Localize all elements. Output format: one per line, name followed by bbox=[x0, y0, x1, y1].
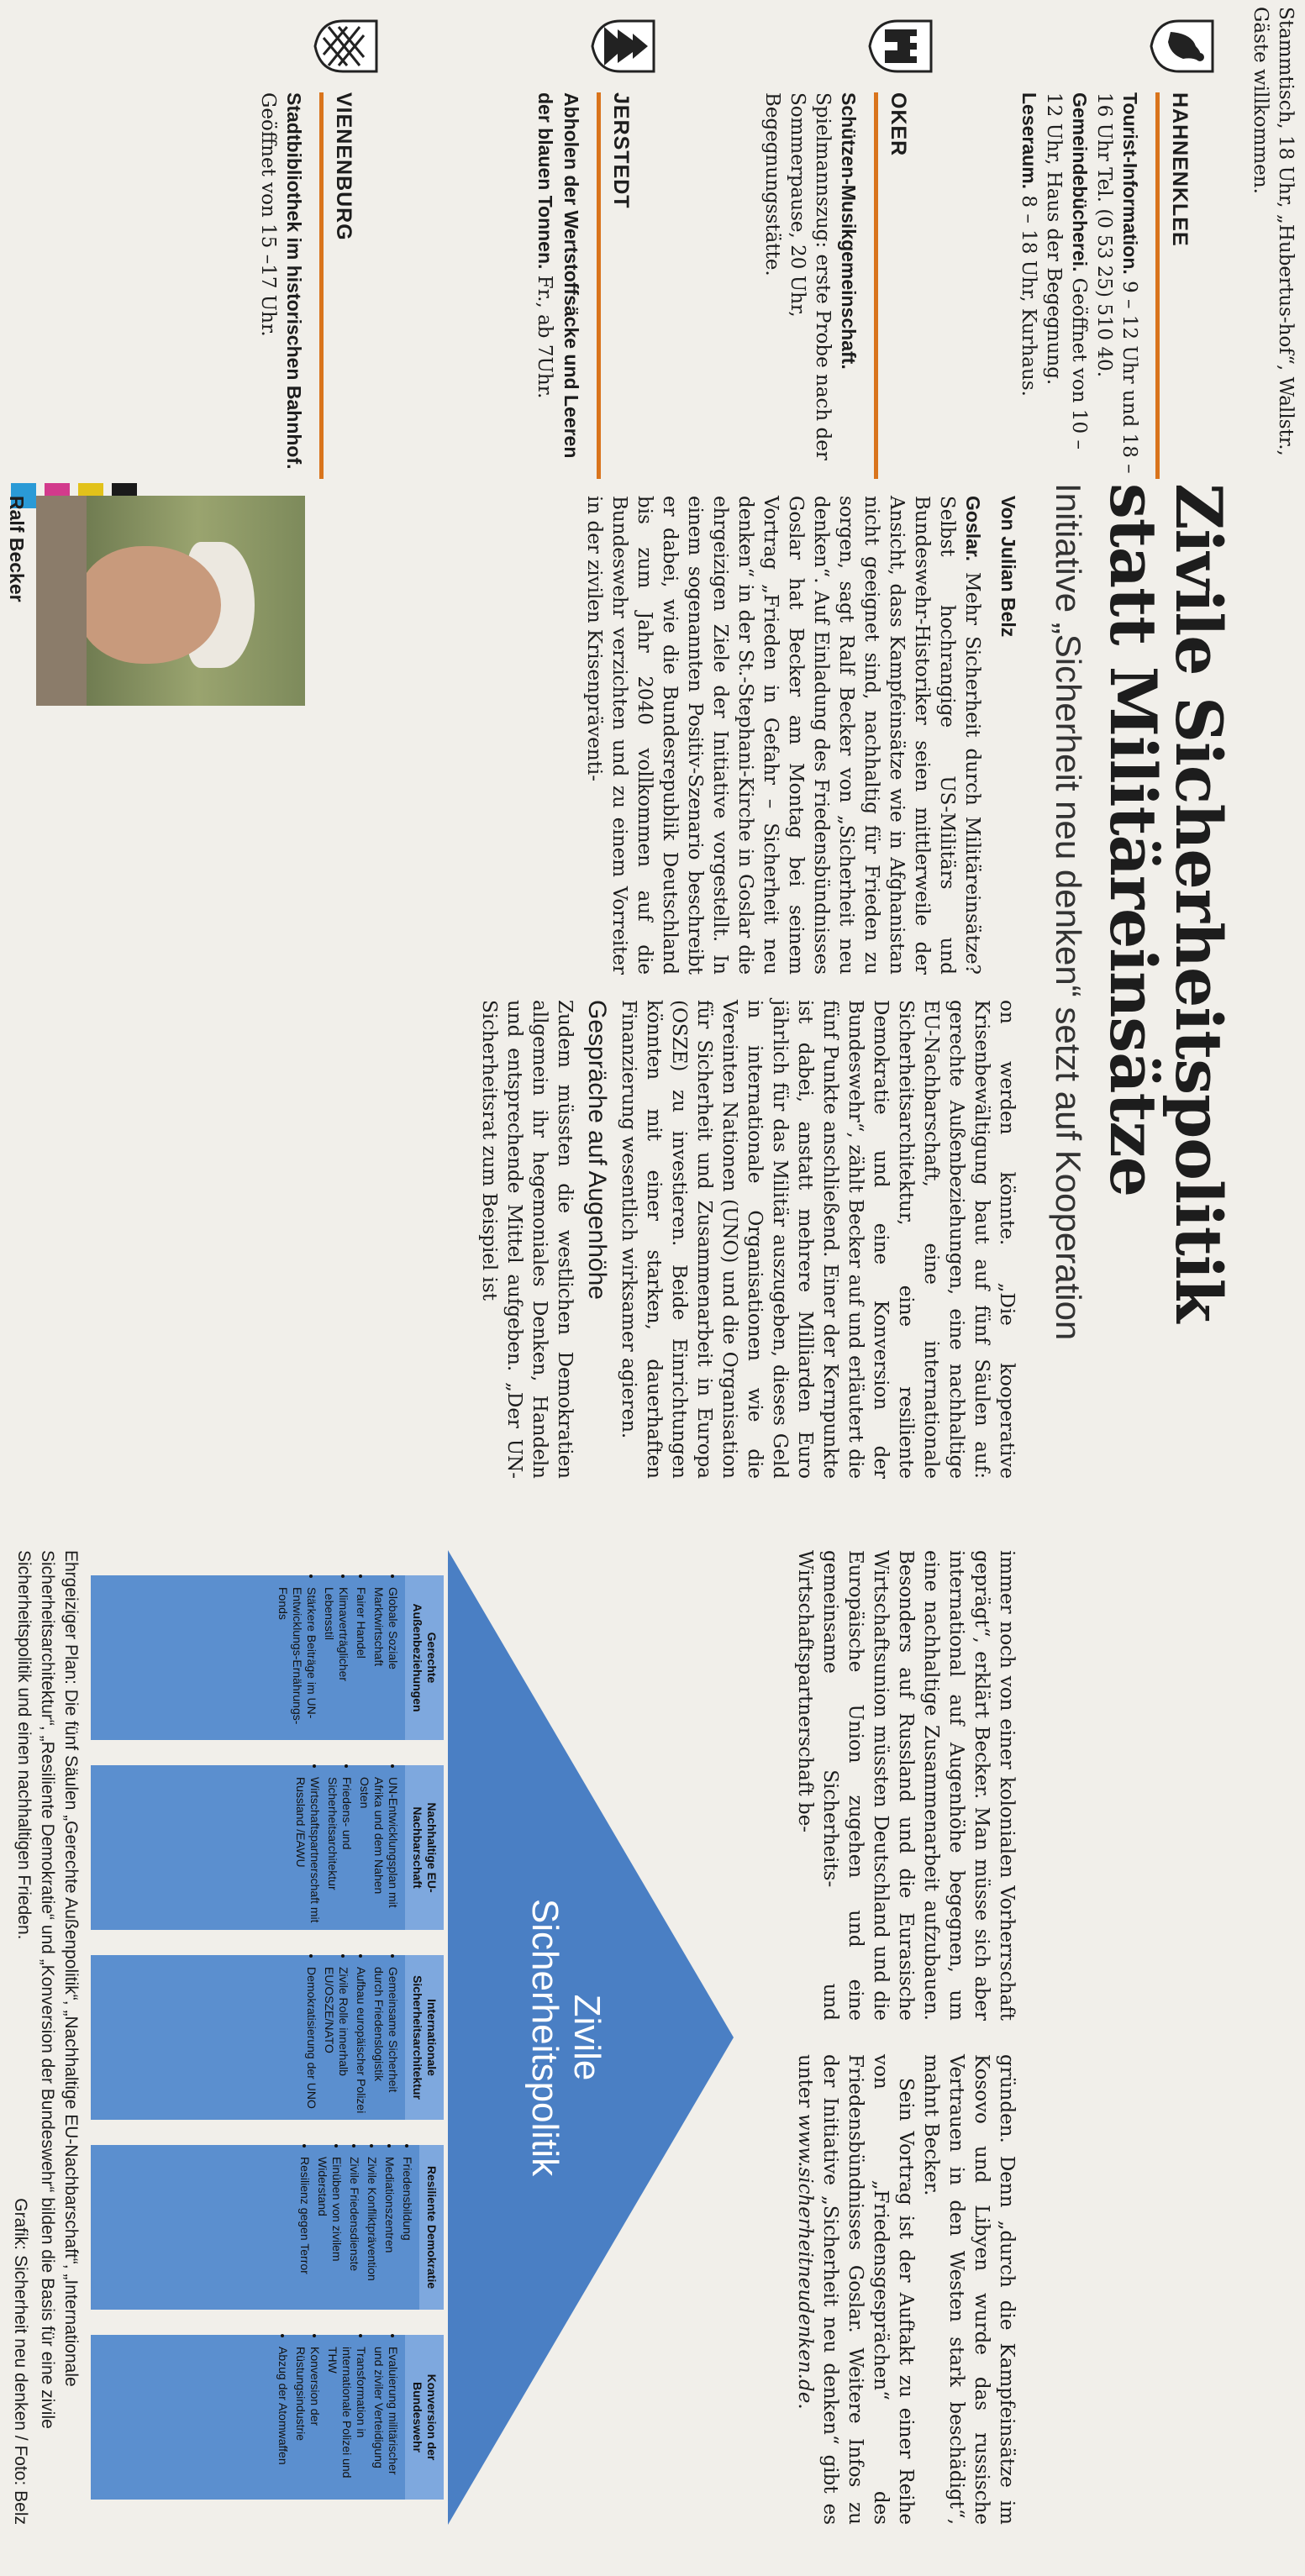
tree-crest-icon bbox=[591, 17, 658, 76]
rooster-crest-icon bbox=[1150, 17, 1217, 76]
pillar-item: • Gemeinsame Sicherheit durch Friedenslogistik bbox=[371, 1967, 400, 2115]
pillar-5 bbox=[91, 2335, 444, 2500]
pillar-item: • Konversion der Rüstungsindustrie bbox=[293, 2347, 322, 2495]
article-author: Von Julian Belz bbox=[997, 496, 1019, 638]
article-subhead: Gespräche auf Augenhöhe bbox=[583, 1000, 611, 1300]
photo-caption: Ralf Becker bbox=[6, 496, 28, 602]
pillar-item: • Globale Soziale Marktwirtschaft bbox=[371, 1587, 400, 1735]
town-divider bbox=[1155, 92, 1160, 479]
local-notices-sidebar bbox=[0, 0, 1305, 483]
pillar-item: • Zivile Konfliktprävention bbox=[365, 2157, 379, 2305]
notice-entry: Leseraum. 8 – 18 Uhr, Kurhaus. bbox=[1018, 92, 1040, 397]
pillar-item: • Fairer Handel bbox=[354, 1587, 368, 1735]
pillar-item: • Evaluierung militärischer und ziviler Verteidigung bbox=[371, 2347, 400, 2495]
pillar-item: • Einüben von zivilem Widerstand bbox=[315, 2157, 344, 2305]
town-section-oker bbox=[666, 0, 944, 479]
pillar-item: • Demokratisierung der UNO bbox=[304, 1967, 318, 2115]
pillar-item: • Zivile Friedensdienste bbox=[347, 2157, 361, 2305]
pillar-item: • UN-Entwicklungsplan mit Afrika und dem Nahen Osten bbox=[357, 1777, 400, 1925]
pillar-item: • Klimaverträglicher Lebensstil bbox=[322, 1587, 350, 1735]
pillar-item: • Friedens- und Sicherheitsarchitektur bbox=[325, 1777, 354, 1925]
pillar-title: Internationale Sicherheitsarchitektur bbox=[405, 1955, 444, 2120]
pillar-item: • Friedensbildung bbox=[400, 2157, 414, 2305]
town-section-vienenburg bbox=[112, 0, 389, 479]
pillar-title: Resiliente Demokratie bbox=[419, 2145, 444, 2310]
pillar-1 bbox=[91, 1575, 444, 1740]
pillar-3 bbox=[91, 1955, 444, 2120]
pillar-item: • Resilienz gegen Terror bbox=[297, 2157, 312, 2305]
article-headline: Zivile Sicherheitspolitik statt Militäreinsätze bbox=[1096, 483, 1236, 1322]
main-article bbox=[0, 483, 1305, 2576]
town-section-hahnenklee bbox=[948, 0, 1225, 479]
pillar-2 bbox=[91, 1765, 444, 1930]
pillar-title: Konversion der Bundeswehr bbox=[405, 2335, 444, 2500]
town-divider bbox=[874, 92, 878, 479]
article-column-1: Goslar. Mehr Sicherheit durch Militäreinsätze? Selbst hochrangige US-Militärs und Bundeswehr-Historiker seien mittlerweile der Ansicht, dass Kampfeinsätze wie in Afghanistan nicht geeignet sind, nachhaltig für Frieden zu sorgen, sagt Ralf Becker von „Sicherheit neu denken“. Auf Einladung des Friedensbündnisses Goslar hat Becker am Montag bei seinem Vortrag „Frieden in Gefahr – Sicherheit neu denken“ in der St.-Stephani-Kirche in Goslar die ehrgeizigen Ziele der Initiative vorgestellt. In einem sogenannten Positiv-Szenario beschreibt er dabei, wie die Bundesrepublik Deutschland bis zum Jahr 2040 vollkommen auf die Bundeswehr verzichten und zu einem Vorreiter in der zivilen Krisenpräventi- bbox=[583, 496, 984, 975]
net-crest-icon bbox=[313, 17, 381, 76]
town-name: OKER bbox=[887, 92, 910, 157]
initiative-link[interactable]: www.sicherheitneudenken.de bbox=[794, 2113, 816, 2404]
town-name: VIENENBURG bbox=[332, 92, 355, 241]
security-policy-graphic bbox=[87, 1550, 734, 2525]
pillar-title: Nachhaltige EU-Nachbarschaft bbox=[405, 1765, 444, 1930]
graphic-credit: Grafik: Sicherheit neu denken / Foto: Belz bbox=[11, 2198, 30, 2525]
article-column-2: on werden könnte. „Die kooperative Krisenbewältigung baut auf fünf Säulen auf: gerechte Außenbeziehungen, eine nachhaltige EU-Nachbarschaft, eine internationale Sicherheitsarchitektur, eine resiliente Demokratie und eine Konversion der Bundeswehr“, zählt Becker auf und erläutert die fünf Punkte anschließend. Einer der Kernpunkte ist dabei, anstatt mehrere Milliarden Euro jährlich für das Militär auszugeben, dieses Geld in internationale Organisationen wie die Vereinten Nationen (UNO) und die Organisation für Sicherheit und Zusammenarbeit in Europa (OSZE) zu investieren. Beide Einrichtungen könnten mit einer starken, dauerhaften Finanzierung wesentlich wirksamer agieren. Gespräche auf Augenhöhe Zudem müssten die westlichen Demokratien allgemein ihr hegemoniales Denken, Handeln und entsprechende Mittel aufgeben. „Der UN-Sicherheitsrat zum Beispiel ist bbox=[478, 1000, 1018, 1479]
pillar-item: • Stärkere Beiträge im UN-Entwicklungs-Ernährungs-Fonds bbox=[276, 1587, 318, 1735]
pillar-4 bbox=[91, 2145, 444, 2310]
pillar-item: • Transformation in internationale Polizei und THW bbox=[325, 2347, 368, 2495]
graphic-caption: Ehrgeiziger Plan: Die fünf Säulen „Gerechte Außenpolitik“, „Nachhaltige EU-Nachbarschaft“, „Internationale Sicherheitsarchitektur“, „Resiliente Demokratie“ und „Konversion der Bundeswehr“ bilden die Basis für eine zivile Sicherheitspolitik und einen nachhaltigen Frieden. bbox=[14, 1550, 81, 2429]
graphic-roof-title: Zivile Sicherheitspolitik bbox=[524, 1898, 608, 2177]
article-column-3: immer noch von einer kolonialen Vorherrschaft geprägt“, erklärt Becker. Man müsse sich aber international auf Augenhöhe begegnen, um eine nachhaltige Zusammenarbeit aufzubauen. Besonders auf Russland und die Eurasische Wirtschaftsunion müssten Deutschland und die Europäische Union zugehen und eine gemeinsame Sicherheits- und Wirtschaftspartnerschaft be- bbox=[794, 1550, 1018, 2021]
pillar-item: • Wirtschaftspartnerschaft mit Russland /EAWU bbox=[293, 1777, 322, 1925]
pillar-title: Gerechte Außenbeziehungen bbox=[405, 1575, 444, 1740]
notice-entry: Gemeindebücherei. Geöffnet von 10 – 12 Uhr, Haus der Begegnung. bbox=[1043, 92, 1091, 449]
town-divider bbox=[319, 92, 324, 479]
town-name: JERSTEDT bbox=[609, 92, 633, 209]
notice-entry: Abholen der Wertstoffsäcke und Leeren der blauen Tonnen. Fr., ab 7Uhr. bbox=[534, 92, 582, 459]
article-subheadline: Initiative „Sicherheit neu denken“ setzt auf Kooperation bbox=[1049, 483, 1088, 1341]
notice-entry: Tourist-Information. 9 – 12 Uhr und 18 – 16 Uhr Tel. (0 53 25) 510 40. bbox=[1093, 92, 1141, 474]
town-divider bbox=[597, 92, 601, 479]
town-section-jerstedt bbox=[389, 0, 666, 479]
notice-entry: Schützen-Musikgemeinschaft. Spielmannszug: erste Probe nach der Sommerpause, 20 Uhr, Begegnungsstätte. bbox=[761, 92, 860, 460]
pillar-item: • Abzug der Atomwaffen bbox=[276, 2347, 290, 2495]
sidebar-intro: Stammtisch, 18 Uhr, „Hubertus-hof“, Wallstr., Gäste willkommen. bbox=[1250, 7, 1297, 456]
pillar-item: • Mediationszentren bbox=[382, 2157, 397, 2305]
speaker-photo bbox=[36, 496, 305, 706]
pillar-item: • Aufbau europäischer Polizei bbox=[354, 1967, 368, 2115]
article-column-4: gründen. Denn „durch die Kampfeinsätze im Kosovo und Libyen wurde das russische Vertrauen in den Westen stark beschädigt“, mahnt Becker. Sein Vortrag ist der Auftakt zu einer Reihe von „Friedensgesprächen“ des Friedensbündnisses Goslar. Weitere Infos zu der Initiative „Sicherheit neu denken“ gibt es unter www.sicherheitneudenken.de. bbox=[794, 2054, 1018, 2525]
notice-entry: Stadtbibliothek im historischen Bahnhof. Geöffnet von 15 –17 Uhr. bbox=[257, 92, 305, 470]
pillar-item: • Zivile Rolle innerhalb EU/OSZE/NATO bbox=[322, 1967, 350, 2115]
town-name: HAHNENKLEE bbox=[1168, 92, 1192, 247]
castle-crest-icon bbox=[868, 17, 935, 76]
